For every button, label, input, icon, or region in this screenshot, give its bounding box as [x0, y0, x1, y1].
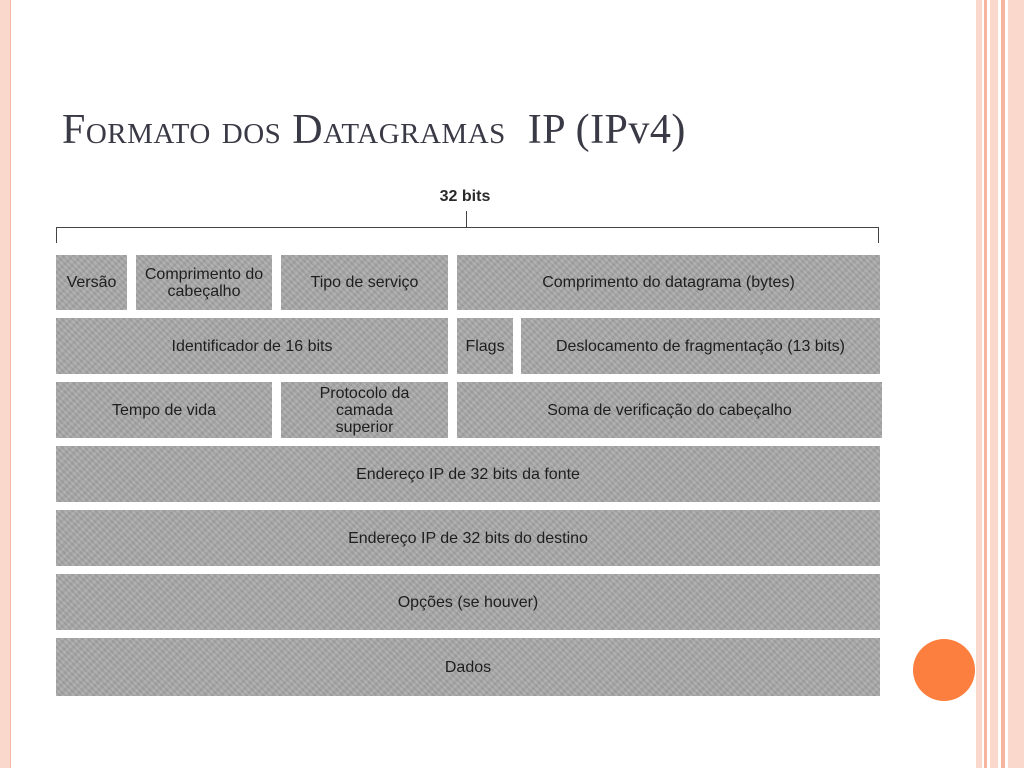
- width-bracket-right: [878, 227, 879, 243]
- field-endereco-fonte: Endereço IP de 32 bits da fonte: [56, 446, 880, 502]
- field-endereco-destino: Endereço IP de 32 bits do destino: [56, 510, 880, 566]
- field-identificador: Identificador de 16 bits: [56, 318, 448, 374]
- width-bracket-center: [466, 211, 467, 227]
- title-main: Formato dos Datagramas: [62, 107, 506, 153]
- field-tempo-vida: Tempo de vida: [56, 382, 272, 438]
- title-protocol: IP (IPv4): [527, 107, 686, 153]
- field-protocolo: Protocolo da camada superior: [281, 382, 448, 438]
- field-dados: Dados: [56, 638, 880, 696]
- field-comprimento-cabecalho: Comprimento do cabeçalho: [136, 255, 272, 310]
- word-width-label: 32 bits: [439, 188, 491, 205]
- field-opcoes: Opções (se houver): [56, 574, 880, 630]
- field-deslocamento: Deslocamento de fragmentação (13 bits): [521, 318, 880, 374]
- field-flags: Flags: [457, 318, 513, 374]
- width-bracket-left: [56, 227, 57, 243]
- field-soma-verificacao: Soma de verificação do cabeçalho: [457, 382, 882, 438]
- width-bracket: [56, 227, 879, 228]
- field-tipo-servico: Tipo de serviço: [281, 255, 448, 310]
- field-comprimento-datagrama: Comprimento do datagrama (bytes): [457, 255, 880, 310]
- field-versao: Versão: [56, 255, 127, 310]
